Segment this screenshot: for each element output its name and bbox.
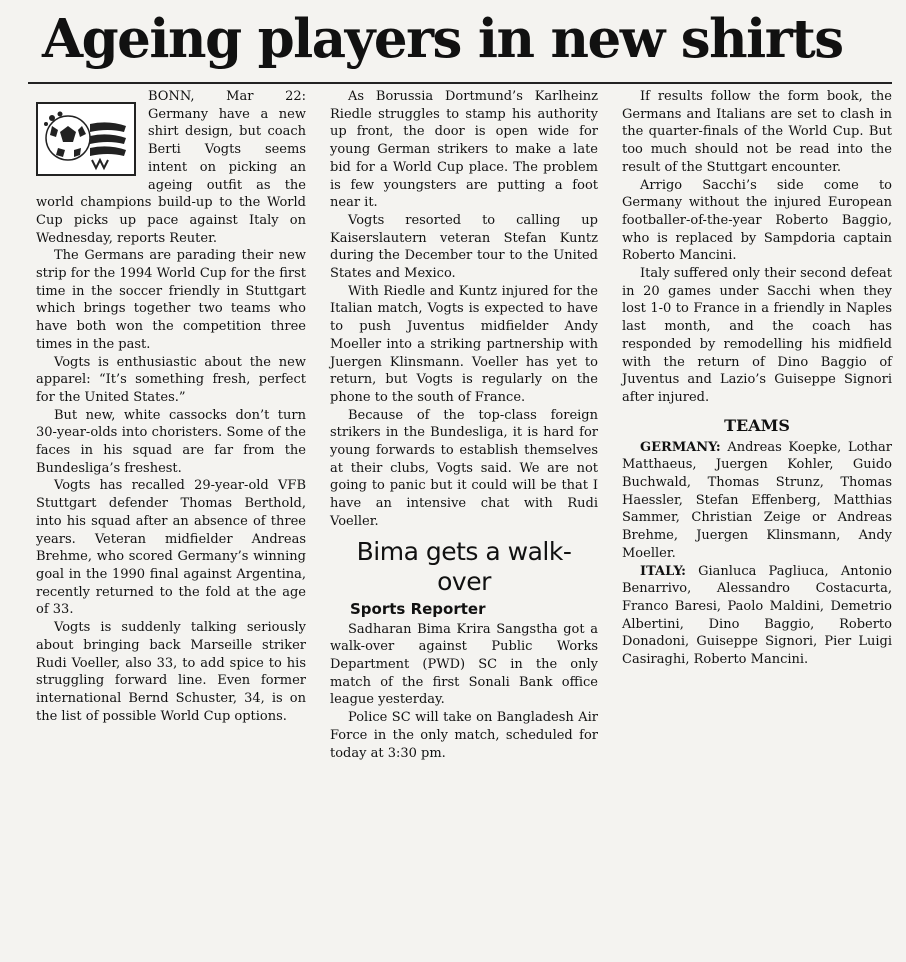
article-paragraph: The Germans are parading their new strip for the 1994 World Cup for the first time in the soccer friendly in Stuttgart which brings together two teams who have both won the competition three times in the past. <box>36 248 306 352</box>
article-paragraph: But new, white cassocks don’t turn 30-year-olds into choristers. Some of the faces in his squad are far from the Bundesliga’s freshest. <box>36 407 306 476</box>
article-paragraph: Because of the top-class foreign strikers in the Bundesliga, it is hard for young forwards to establish themselves at their clubs, Vogts said. We are not going to panic but it could will be that I have an intensive chat with Rudi Voeller. <box>330 407 598 529</box>
article-paragraph: Vogts is enthusiastic about the new apparel: “It’s something fresh, perfect for the United States.” <box>36 354 306 405</box>
italy-lineup <box>622 563 892 669</box>
article-paragraph: With Riedle and Kuntz injured for the Italian match, Vogts is expected to have to push Juventus midfielder Andy Moeller into a striking partnership with Juergen Klinsmann. Voeller has yet to return, but Vogts is regularly on the phone to the south of France. <box>330 283 598 405</box>
headline-rule <box>28 82 892 84</box>
germany-label: GERMANY: <box>640 439 721 455</box>
side-story-paragraph: Police SC will take on Bangladesh Air Force in the only match, scheduled for today at 3:30 pm. <box>330 710 598 761</box>
article-paragraph: Arrigo Sacchi’s side come to Germany without the injured European footballer-of-the-year Roberto Baggio, who is replaced by Sampdoria captain Roberto Mancini. <box>622 177 892 264</box>
germany-lineup <box>622 439 892 563</box>
article-paragraph: As Borussia Dortmund’s Karlheinz Riedle struggles to stamp his authority up front, the door is open wide for young German strikers to make a late bid for a World Cup place. The problem is few youngsters are putting a foot near it. <box>330 89 598 211</box>
side-story-headline: Bima gets a walk-over <box>356 536 572 596</box>
side-story-byline: Sports Reporter <box>350 599 486 618</box>
teams-heading: TEAMS <box>724 415 790 435</box>
lead-text: Germany have a new shirt design, but coach Berti Vogts seems intent on picking an ageing outfit as the world champions build-up to the World Cup picks up pace against Italy on Wednesday, reports Reuter. <box>36 106 306 246</box>
article-paragraph: Vogts has recalled 29-year-old VFB Stuttgart defender Thomas Berthold, into his squad after an absence of three years. Veteran midfielder Andreas Brehme, who scored Germany’s winning goal in the 1990 final against Argentina, recently returned to the fold at the age of 33. <box>36 478 306 618</box>
column-3 <box>622 88 892 938</box>
italy-label: ITALY: <box>640 563 686 579</box>
headline: Ageing players in new shirts <box>42 8 843 70</box>
side-story-paragraph: Sadharan Bima Krira Sangstha got a walk-over against Public Works Department (PWD) SC in the only match of the first Sonali Bank office league yesterday. <box>330 621 598 708</box>
article-paragraph: If results follow the form book, the Germans and Italians are set to clash in the quarter-finals of the World Cup. But too much should not be read into the result of the Stuttgart encounter. <box>622 89 892 175</box>
article-paragraph: Vogts is suddenly talking seriously about bringing back Marseille striker Rudi Voeller, also 33, to add spice to his struggling forward line. Even former international Bernd Schuster, 34, is on the list of possible World Cup options. <box>36 620 306 724</box>
soccer-ball-icon <box>38 104 134 174</box>
column-2 <box>330 88 598 938</box>
germany-players: Andreas Koepke, Lothar Matthaeus, Juergen Kohler, Guido Buchwald, Thomas Strunz, Thomas Haessler, Stefan Effenberg, Matthias Sammer, Christian Zeige or Andreas Brehme, Juergen Klinsmann, Andy Moeller. <box>622 439 892 561</box>
article-paragraph: Vogts resorted to calling up Kaiserslautern veteran Stefan Kuntz during the December tour to the United States and Mexico. <box>330 212 598 282</box>
dateline: BONN, Mar 22: <box>148 89 306 104</box>
column-1 <box>36 88 306 938</box>
world-cup-logo <box>36 102 136 176</box>
italy-players: Gianluca Pagliuca, Antonio Benarrivo, Alessandro Costacurta, Franco Baresi, Paolo Maldini, Demetrio Albertini, Dino Baggio, Roberto Donadoni, Guiseppe Signori, Pier Luigi Casiraghi, Roberto Mancini. <box>622 563 892 668</box>
article-paragraph: Italy suffered only their second defeat in 20 games under Sacchi when they lost 1-0 to France in a friendly in Naples last month, and the coach has responded by remodelling his midfield with the return of Dino Baggio of Juventus and Lazio’s Guiseppe Signori after injured. <box>622 266 892 405</box>
